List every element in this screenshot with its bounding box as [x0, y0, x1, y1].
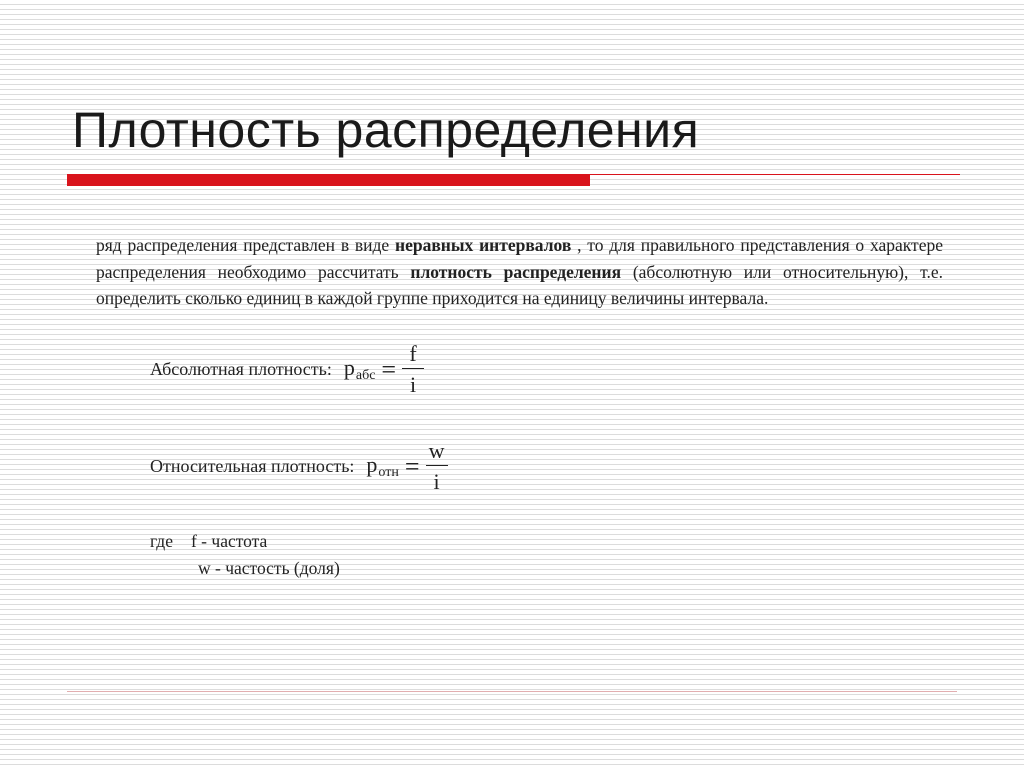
relative-density-equals: =	[404, 451, 420, 481]
paragraph-text-1: ряд распределения представлен в виде	[96, 235, 396, 255]
relative-density-symbol-letter: p	[366, 452, 378, 477]
relative-density-formula	[150, 440, 448, 493]
paragraph-bold-density: плотность распределения	[410, 261, 622, 282]
relative-density-symbol	[366, 452, 398, 481]
legend-frequency: f - частота	[190, 531, 268, 551]
legend-relative-frequency: w - частость (доля)	[198, 558, 340, 578]
absolute-density-numerator: f	[409, 341, 417, 366]
absolute-density-subscript: абс	[355, 368, 376, 383]
absolute-density-denominator: i	[410, 372, 417, 397]
relative-density-numerator: w	[428, 438, 445, 463]
absolute-density-equals: =	[381, 354, 397, 384]
paragraph-text-2: , то для правильного представления о характере распределения необходимо рассчитать	[96, 235, 943, 282]
relative-density-fraction	[426, 440, 448, 493]
title-underline-line	[590, 174, 960, 175]
body-paragraph	[96, 232, 943, 312]
legend-line-relative-frequency	[198, 558, 340, 579]
footer-divider	[67, 691, 957, 692]
legend-where: где	[150, 531, 173, 551]
relative-density-denominator: i	[433, 469, 440, 494]
relative-density-subscript: отн	[378, 465, 399, 480]
slide-title: Плотность распределения	[72, 102, 700, 158]
legend-line-frequency	[150, 531, 267, 552]
title-underline-bar	[67, 174, 590, 186]
paragraph-text-3: (абсолютную или относительную), т.е. определить сколько единиц в каждой группе приходится на единицу величины интервала.	[96, 261, 943, 308]
absolute-density-formula	[150, 343, 424, 396]
paragraph-bold-unequal-intervals: неравных интервалов	[395, 235, 572, 255]
absolute-density-label: Абсолютная плотность:	[150, 359, 332, 379]
relative-density-label: Относительная плотность:	[150, 456, 355, 476]
absolute-density-symbol	[344, 355, 376, 384]
absolute-density-fraction	[402, 343, 424, 396]
absolute-density-symbol-letter: p	[343, 355, 355, 380]
